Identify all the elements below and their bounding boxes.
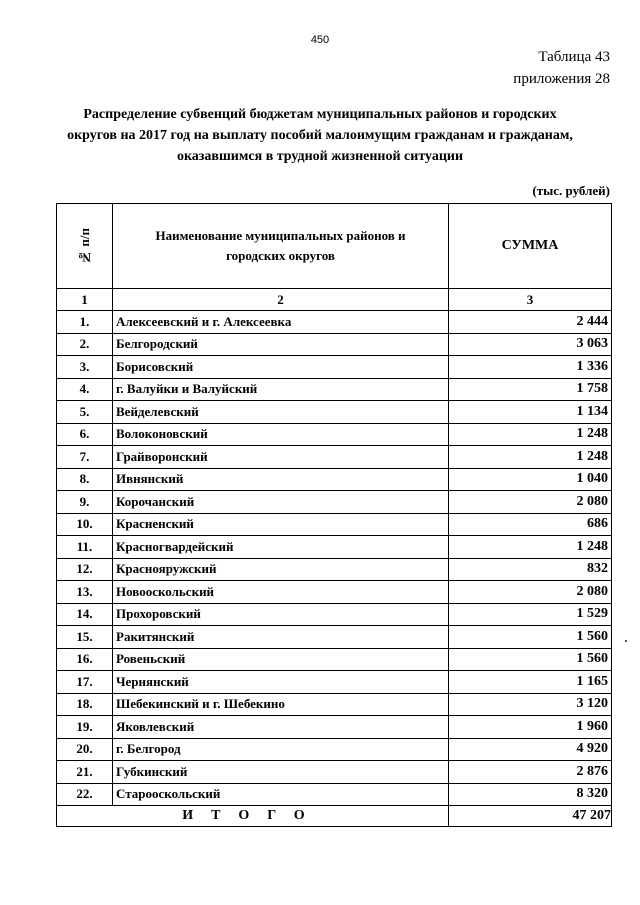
row-sum: 4 920 xyxy=(449,738,612,761)
district-name: Краснояружский xyxy=(113,558,449,581)
table-row xyxy=(57,378,612,401)
district-name: Белгородский xyxy=(113,333,449,356)
district-name: Ракитянский xyxy=(113,626,449,649)
district-name: Красногвардейский xyxy=(113,536,449,559)
total-sum: 47 207 xyxy=(449,806,612,827)
row-sum: 686 xyxy=(449,513,612,536)
table-row xyxy=(57,356,612,379)
district-name: Вейделевский xyxy=(113,401,449,424)
table-row xyxy=(57,693,612,716)
column-number: 3 xyxy=(449,289,612,311)
appendix-reference: приложения 28 xyxy=(513,71,610,87)
row-sum: 2 444 xyxy=(449,311,612,334)
row-number: 20. xyxy=(57,738,113,761)
row-sum: 1 758 xyxy=(449,378,612,401)
district-name: Шебекинский и г. Шебекино xyxy=(113,693,449,716)
table-reference: Таблица 43 xyxy=(538,49,610,65)
table-row xyxy=(57,761,612,784)
row-number: 9. xyxy=(57,491,113,514)
units-label: (тыс. рублей) xyxy=(532,183,610,198)
row-sum: 2 080 xyxy=(449,491,612,514)
table-row xyxy=(57,648,612,671)
district-name: Алексеевский и г. Алексеевка xyxy=(113,311,449,334)
header-name-cell xyxy=(113,204,449,289)
district-name: Чернянский xyxy=(113,671,449,694)
row-number: 7. xyxy=(57,446,113,469)
table-row xyxy=(57,333,612,356)
column-number: 2 xyxy=(113,289,449,311)
column-number-row xyxy=(57,289,612,311)
header-num-cell xyxy=(57,204,113,289)
row-sum: 832 xyxy=(449,558,612,581)
row-sum: 1 165 xyxy=(449,671,612,694)
district-name: Красненский xyxy=(113,513,449,536)
district-name: Грайворонский xyxy=(113,446,449,469)
title-line: оказавшимся в трудной жизненной ситуации xyxy=(176,149,464,164)
district-name: г. Валуйки и Валуйский xyxy=(113,378,449,401)
row-sum: 1 134 xyxy=(449,401,612,424)
table-row xyxy=(57,536,612,559)
district-name: Ивнянский xyxy=(113,468,449,491)
row-number: 5. xyxy=(57,401,113,424)
table-row xyxy=(57,716,612,739)
row-number: 11. xyxy=(57,536,113,559)
row-number: 16. xyxy=(57,648,113,671)
row-sum: 1 529 xyxy=(449,603,612,626)
total-row xyxy=(57,806,612,827)
row-number: 19. xyxy=(57,716,113,739)
row-number: 8. xyxy=(57,468,113,491)
page-number: 450 xyxy=(310,34,330,46)
row-sum: 1 560 xyxy=(449,648,612,671)
table-row xyxy=(57,468,612,491)
header-name-line: городских округов xyxy=(226,248,335,263)
table-row xyxy=(57,401,612,424)
title-line: округов на 2017 год на выплату пособий малоимущим гражданам и гражданам, xyxy=(67,128,573,143)
row-sum: 1 248 xyxy=(449,423,612,446)
table-row xyxy=(57,581,612,604)
table-row xyxy=(57,423,612,446)
row-sum: 1 040 xyxy=(449,468,612,491)
row-sum: 3 063 xyxy=(449,333,612,356)
table-row xyxy=(57,603,612,626)
total-label: ИТОГО xyxy=(57,806,449,827)
row-sum: 1 560 xyxy=(449,626,612,649)
table-row xyxy=(57,558,612,581)
row-number: 12. xyxy=(57,558,113,581)
row-number: 13. xyxy=(57,581,113,604)
header-name-line: Наименование муниципальных районов и xyxy=(155,228,406,243)
district-name: Новооскольский xyxy=(113,581,449,604)
row-number: 3. xyxy=(57,356,113,379)
row-number: 15. xyxy=(57,626,113,649)
table-row xyxy=(57,446,612,469)
row-number: 4. xyxy=(57,378,113,401)
table-row xyxy=(57,513,612,536)
header-num: № п/п xyxy=(76,227,92,265)
district-name: Старооскольский xyxy=(113,783,449,806)
district-name: Волоконовский xyxy=(113,423,449,446)
row-number: 17. xyxy=(57,671,113,694)
district-name: Ровеньский xyxy=(113,648,449,671)
subsidy-table xyxy=(56,203,612,827)
district-name: Яковлевский xyxy=(113,716,449,739)
district-name: Борисовский xyxy=(113,356,449,379)
table-row xyxy=(57,783,612,806)
document-title xyxy=(40,104,600,167)
table-row xyxy=(57,311,612,334)
table-row xyxy=(57,671,612,694)
row-number: 10. xyxy=(57,513,113,536)
table-row xyxy=(57,626,612,649)
row-number: 1. xyxy=(57,311,113,334)
row-number: 22. xyxy=(57,783,113,806)
scan-speck xyxy=(625,640,627,642)
row-number: 14. xyxy=(57,603,113,626)
row-number: 2. xyxy=(57,333,113,356)
row-number: 21. xyxy=(57,761,113,784)
row-sum: 2 080 xyxy=(449,581,612,604)
header-sum: СУММА xyxy=(449,204,612,289)
row-sum: 3 120 xyxy=(449,693,612,716)
table-row xyxy=(57,491,612,514)
district-name: Прохоровский xyxy=(113,603,449,626)
row-sum: 1 960 xyxy=(449,716,612,739)
row-number: 6. xyxy=(57,423,113,446)
row-sum: 8 320 xyxy=(449,783,612,806)
table-row xyxy=(57,738,612,761)
district-name: г. Белгород xyxy=(113,738,449,761)
column-number: 1 xyxy=(57,289,113,311)
row-sum: 2 876 xyxy=(449,761,612,784)
row-sum: 1 336 xyxy=(449,356,612,379)
title-line: Распределение субвенций бюджетам муниципальных районов и городских xyxy=(83,107,557,122)
district-name: Губкинский xyxy=(113,761,449,784)
row-sum: 1 248 xyxy=(449,446,612,469)
district-name: Корочанский xyxy=(113,491,449,514)
row-number: 18. xyxy=(57,693,113,716)
row-sum: 1 248 xyxy=(449,536,612,559)
header-row xyxy=(57,204,612,289)
